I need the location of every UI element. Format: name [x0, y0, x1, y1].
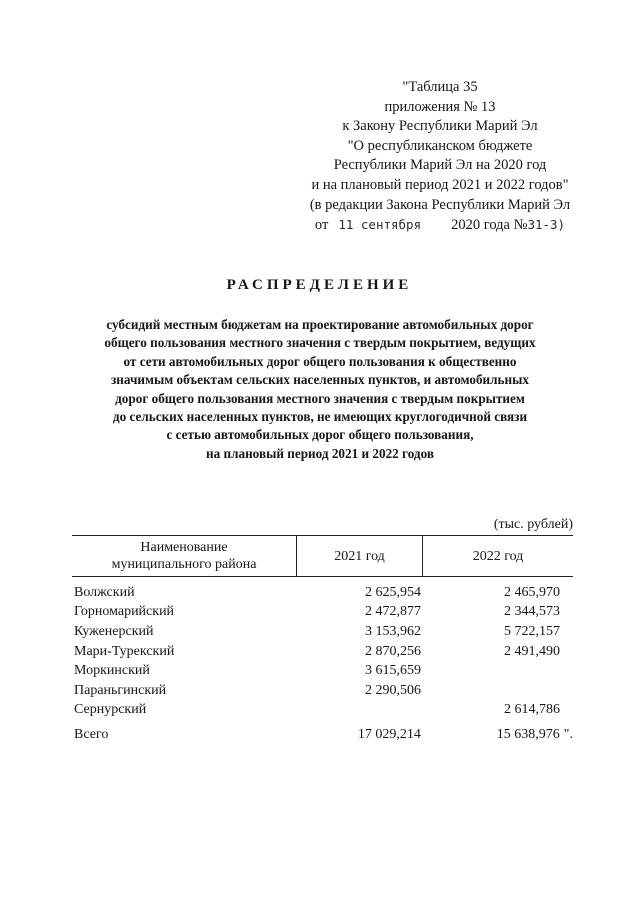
- subtitle-line: от сети автомобильных дорог общего пользования к общественно: [123, 353, 517, 369]
- table-units: (тыс. рублей): [493, 517, 573, 532]
- table-row: [72, 622, 573, 642]
- header-line: к Закону Республики Марий Эл: [342, 118, 538, 135]
- value-2021: 2 625,954: [365, 584, 421, 600]
- document-header: [290, 78, 590, 236]
- column-header-district-line2: муниципального района: [111, 557, 257, 572]
- district-name: Куженерский: [74, 623, 154, 639]
- value-2022: 2 344,573: [504, 604, 560, 620]
- value-2022: 2 614,786: [504, 702, 560, 718]
- subtitle-line: с сетью автомобильных дорог общего пользования,: [166, 427, 474, 443]
- table-total-row: [72, 725, 573, 745]
- header-line: и на плановый период 2021 и 2022 годов": [311, 176, 569, 193]
- handwritten-date: 11 сентября: [338, 217, 422, 233]
- total-label: Всего: [74, 726, 109, 742]
- header-line: Республики Марий Эл на 2020 год: [333, 157, 547, 174]
- subtitle-line: дорог общего пользования местного значения с твердым покрытием: [115, 390, 525, 406]
- total-2021: 17 029,214: [357, 726, 421, 742]
- value-2021: 2 472,877: [365, 604, 421, 620]
- value-2021: 3 153,962: [365, 623, 421, 639]
- column-header-2021: 2021 год: [297, 536, 423, 576]
- district-name: Параньгинский: [74, 682, 167, 698]
- value-2021: 2 290,506: [365, 682, 421, 698]
- value-2021: 3 615,659: [365, 663, 421, 679]
- total-2022: 15 638,976: [496, 726, 560, 742]
- district-name: Горномарийский: [74, 604, 175, 620]
- value-2022: 5 722,157: [504, 623, 560, 639]
- handwritten-number: 31-З): [527, 217, 566, 233]
- subtitle-line: значимым объектам сельских населенных пунктов, и автомобильных: [111, 372, 529, 388]
- table-row: [72, 603, 573, 623]
- distribution-table: [72, 535, 573, 745]
- document-subtitle: [40, 316, 600, 463]
- header-line: приложения № 13: [384, 98, 496, 115]
- value-2021: 2 870,256: [365, 643, 421, 659]
- column-header-district: [72, 536, 297, 576]
- district-name: Мари-Турекский: [74, 643, 175, 659]
- table-row: [72, 701, 573, 721]
- column-header-2022: 2022 год: [472, 548, 524, 564]
- table-body: [72, 583, 573, 745]
- column-header-district-line1: Наименование: [140, 540, 228, 555]
- subtitle-line: общего пользования местного значения с твердым покрытием, ведущих: [104, 335, 536, 351]
- header-line: "Таблица 35: [402, 79, 478, 95]
- subtitle-line: на плановый период 2021 и 2022 годов: [206, 445, 434, 461]
- table-row: [72, 661, 573, 681]
- subtitle-line: до сельских населенных пунктов, не имеющих круглогодичной связи: [112, 409, 528, 425]
- subtitle-line: субсидий местным бюджетам на проектирование автомобильных дорог: [106, 317, 534, 332]
- header-line: "О республиканском бюджете: [347, 137, 533, 154]
- document-title: РАСПРЕДЕЛЕНИЕ: [226, 277, 413, 293]
- district-name: Моркинский: [74, 663, 150, 679]
- date-suffix: 2020 года №: [451, 217, 528, 234]
- header-date-line: [290, 215, 590, 236]
- table-row: [72, 642, 573, 662]
- table-row: [72, 583, 573, 603]
- header-line: (в редакции Закона Республики Марий Эл: [309, 196, 571, 213]
- closing-quote: ".: [563, 726, 574, 742]
- table-header: [72, 535, 573, 577]
- district-name: Волжский: [74, 584, 135, 600]
- value-2022: 2 491,490: [504, 643, 560, 659]
- value-2022: 2 465,970: [504, 584, 560, 600]
- district-name: Сернурский: [74, 702, 147, 718]
- date-prefix: от: [314, 217, 329, 234]
- table-row: [72, 681, 573, 701]
